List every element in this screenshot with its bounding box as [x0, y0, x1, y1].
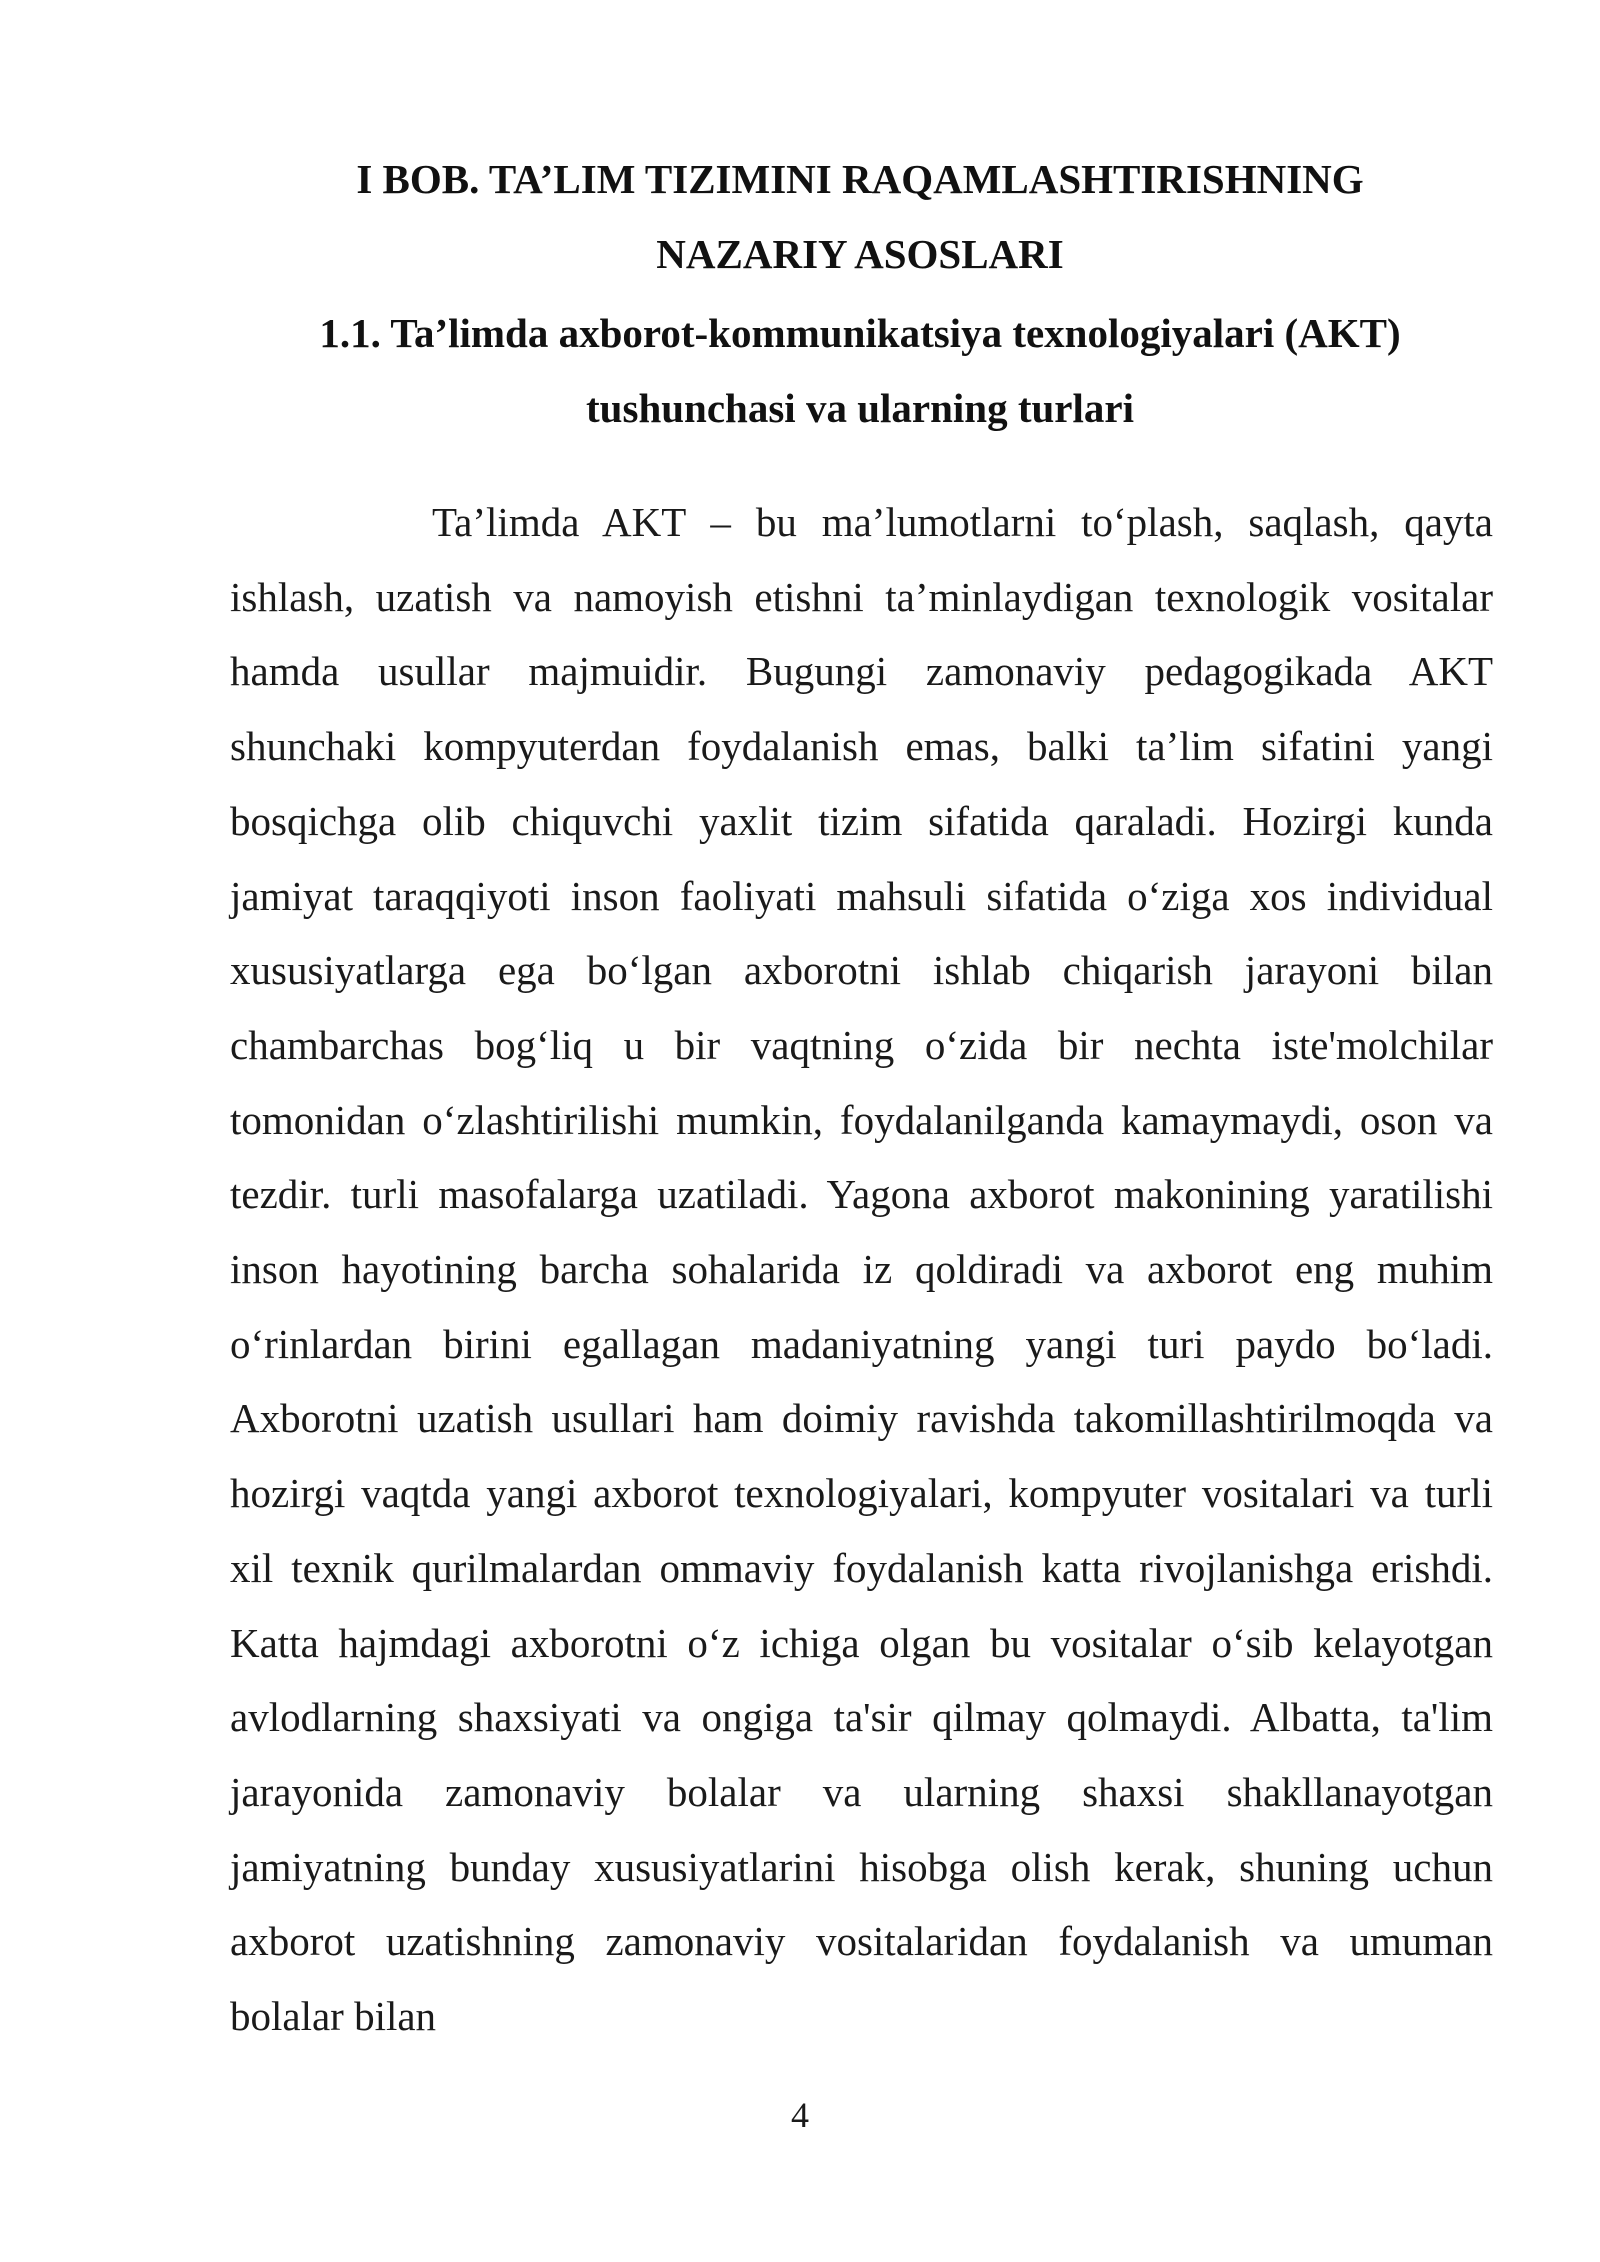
section-title-line-1: 1.1. Ta’limda axborot-kommunikatsiya texnologiyalari (AKT) [319, 310, 1401, 356]
chapter-title [230, 142, 1490, 292]
section-title [230, 296, 1490, 446]
chapter-title-line-2: NAZARIY ASOSLARI [656, 231, 1064, 277]
chapter-title-line-1: I BOB. TA’LIM TIZIMINI RAQAMLASHTIRISHNING [356, 156, 1364, 202]
page-number: 4 [791, 2095, 809, 2135]
section-title-line-2: tushunchasi va ularning turlari [586, 385, 1134, 431]
body-paragraph: Ta’limda AKT – bu ma’lumotlarni to‘plash, saqlash, qayta ishlash, uzatish va namoyish etishni ta’minlaydigan texnologik vositalar hamda usullar majmuidir. Bugungi zamonaviy pedagogikada AKT shunchaki kompyuterdan foydalanish emas, balki ta’lim sifatini yangi bosqichga olib chiquvchi yaxlit tizim sifatida qaraladi. Hozirgi kunda jamiyat taraqqiyoti inson faoliyati mahsuli sifatida o‘ziga xos individual xususiyatlarga ega bo‘lgan axborotni ishlab chiqarish jarayoni bilan chambarchas bog‘liq u bir vaqtning o‘zida bir nechta iste'molchilar tomonidan o‘zlashtirilishi mumkin, foydalanilganda kamaymaydi, oson va tezdir. turli masofalarga uzatiladi. Yagona axborot makonining yaratilishi inson hayotining barcha sohalarida iz qoldiradi va axborot eng muhim o‘rinlardan birini egallagan madaniyatning yangi turi paydo bo‘ladi. Axborotni uzatish usullari ham doimiy ravishda takomillashtirilmoqda va hozirgi vaqtda yangi axborot texnologiyalari, kompyuter vositalari va turli xil texnik qurilmalardan ommaviy foydalanish katta rivojlanishga erishdi. Katta hajmdagi axborotni o‘z ichiga olgan bu vositalar o‘sib kelayotgan avlodlarning shaxsiyati va ongiga ta'sir qilmay qolmaydi. Albatta, ta'lim jarayonida zamonaviy bolalar va ularning shaxsi shakllanayotgan jamiyatning bunday xususiyatlarini hisobga olish kerak, shuning uchun axborot uzatishning zamonaviy vositalaridan foydalanish va umuman bolalar bilan [230, 499, 1493, 2040]
